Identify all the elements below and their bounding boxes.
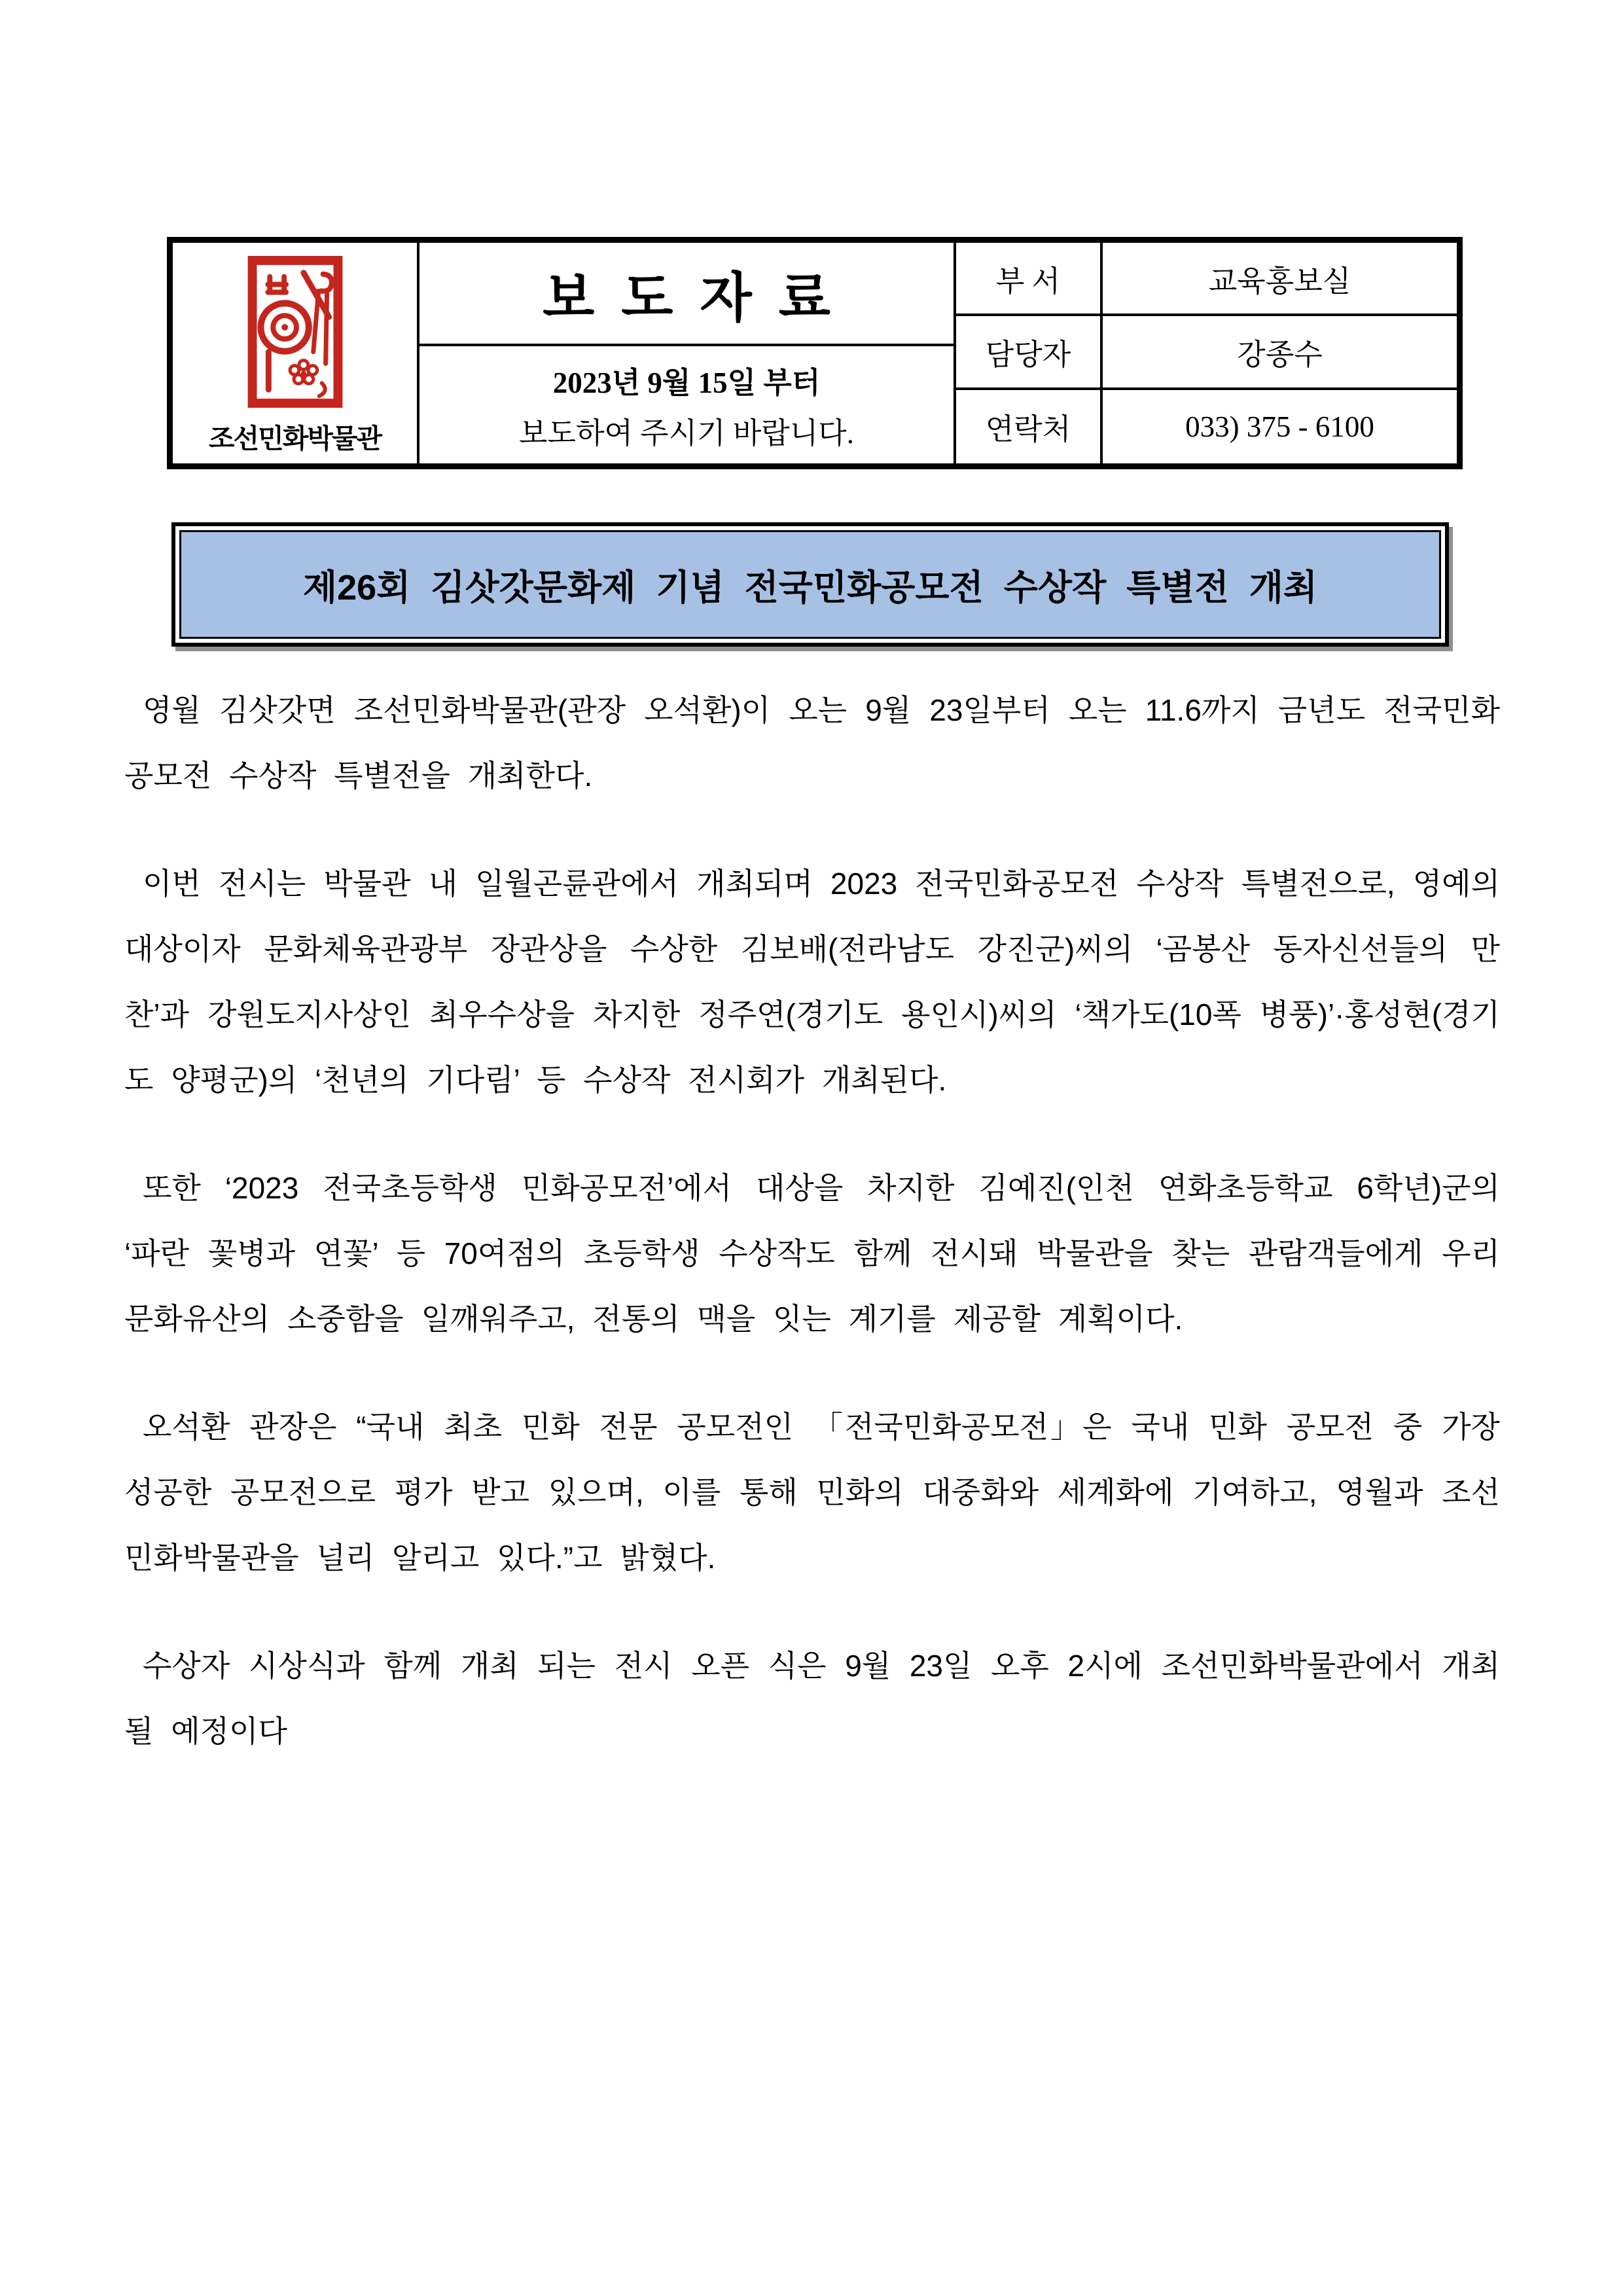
press-paragraph: 영월 김삿갓면 조선민화박물관(관장 오석환)이 오는 9월 23일부터 오는 11.6까지 금년도 전국민화공모전 수상작 특별전을 개최한다.: [124, 693, 1500, 793]
contact-table: [956, 243, 1457, 463]
contact-value-phone: 033) 375 - 6100: [1185, 410, 1374, 443]
contact-label-manager: 담당자: [956, 316, 1103, 389]
headline-banner: [171, 522, 1449, 647]
contact-value-department: 교육홍보실: [1103, 243, 1457, 316]
press-release-title: 보도자료: [419, 243, 954, 346]
museum-logo-cell: [173, 243, 419, 463]
headline-banner-inner: [179, 530, 1441, 639]
contact-label-department: 부 서: [956, 243, 1103, 316]
press-paragraph: 이번 전시는 박물관 내 일월곤륜관에서 개최되며 2023 전국민화공모전 수상작 특별전으로, 영예의 대상이자 문화체육관광부 장관상을 수상한 김보배(전라남도 강진군)씨의 ‘곰봉산 동자신선들의 만찬’과 강원도지사상인 최우수상을 차지한 정주연(경기도 용인시)씨의 ‘책가도(10폭 병풍)’·홍성현(경기도 양평군)의 ‘천년의 기다림’ 등 수상작 전시회가 개최된다.: [124, 867, 1500, 1097]
press-title-cell: [419, 243, 956, 463]
date-note-line2: 보도하여 주시기 바랍니다.: [519, 416, 854, 450]
press-paragraph: 오석환 관장은 “국내 최초 민화 전문 공모전인 「전국민화공모전」은 국내 민화 공모전 중 가장 성공한 공모전으로 평가 받고 있으며, 이를 통해 민화의 대중화와 세계화에 기여하고, 영월과 조선민화박물관을 널리 알리고 있다.”고 밝혔다.: [124, 1410, 1500, 1575]
press-paragraph: 수상자 시상식과 함께 개최 되는 전시 오픈 식은 9월 23일 오후 2시에 조선민화박물관에서 개최될 예정이다: [124, 1649, 1500, 1748]
contact-value-manager: 강종수: [1103, 316, 1457, 389]
headline-title: 제26회 김삿갓문화제 기념 전국민화공모전 수상작 특별전 개최: [302, 567, 1318, 607]
contact-label-phone: 연락처: [956, 390, 1103, 463]
press-body: [124, 677, 1500, 1806]
date-note: [419, 346, 954, 463]
museum-name: 조선민화박물관: [208, 423, 382, 454]
date-note-line1: 2023년 9월 15일 부터: [552, 366, 821, 399]
header-table: [167, 237, 1463, 469]
press-paragraph: 또한 ‘2023 전국초등학생 민화공모전’에서 대상을 차지한 김예진(인천 연화초등학교 6학년)군의 ‘파란 꽃병과 연꽃’ 등 70여점의 초등학생 수상작도 함께 전시돼 박물관을 찾는 관람객들에게 우리 문화유산의 소중함을 일깨워주고, 전통의 맥을 잇는 계기를 제공할 계획이다.: [124, 1171, 1500, 1336]
museum-seal-icon: [246, 255, 344, 409]
